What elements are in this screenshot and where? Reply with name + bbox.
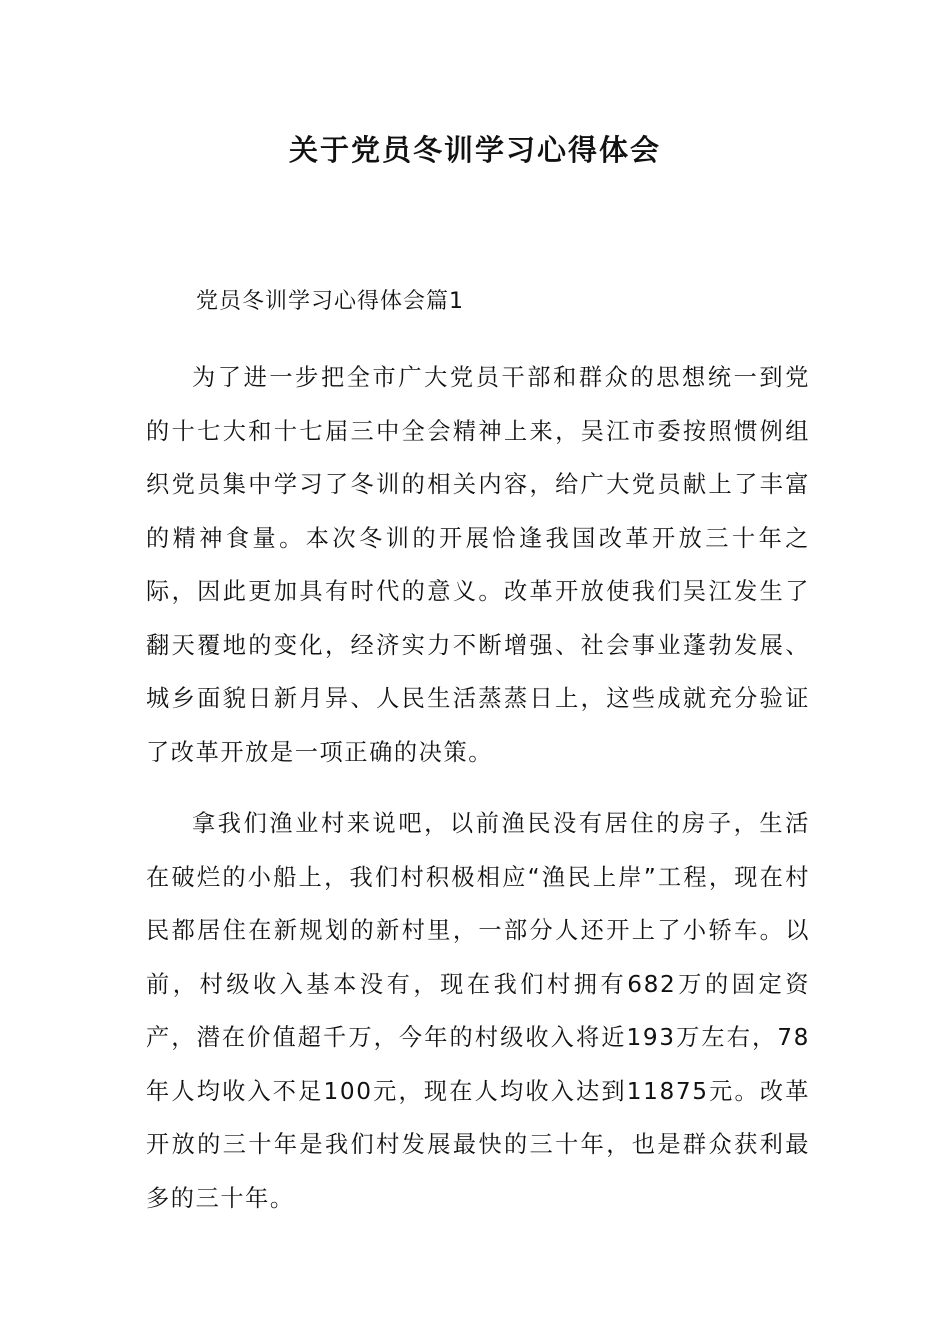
paragraph-2: 拿我们渔业村来说吧，以前渔民没有居住的房子，生活在破烂的小船上，我们村积极相应“渔民上岸”工程，现在村民都居住在新规划的新村里，一部分人还开上了小轿车。以前，村级收入基本没有，现在我们村拥有682万的固定资产，潜在价值超千万，今年的村级收入将近193万左右，78年人均收入不足100元，现在人均收入达到11875元。改革开放的三十年是我们村发展最快的三十年，也是群众获利最多的三十年。 (146, 810, 810, 1212)
document-title: 关于党员冬训学习心得体会 (288, 133, 661, 167)
section-heading: 党员冬训学习心得体会篇1 (196, 289, 464, 314)
paragraph-1: 为了进一步把全市广大党员干部和群众的思想统一到党的十七大和十七届三中全会精神上来，吴江市委按照惯例组织党员集中学习了冬训的相关内容，给广大党员献上了丰富的精神食量。本次冬训的开展恰逢我国改革开放三十年之际，因此更加具有时代的意义。改革开放使我们吴江发生了翻天覆地的变化，经济实力不断增强、社会事业蓬勃发展、城乡面貌日新月异、人民生活蒸蒸日上，这些成就充分验证了改革开放是一项正确的决策。 (146, 364, 810, 766)
